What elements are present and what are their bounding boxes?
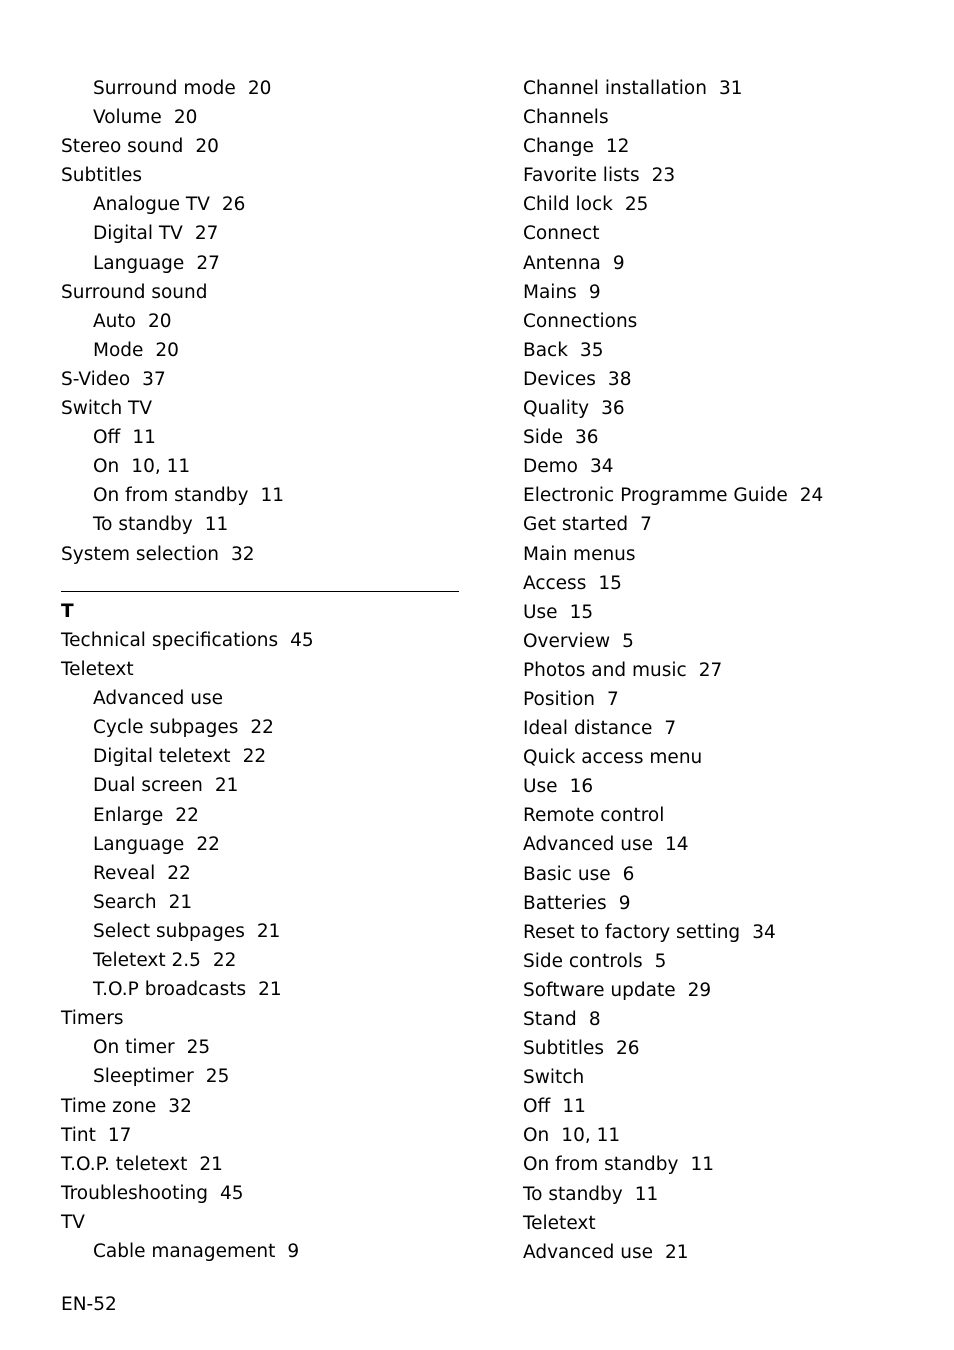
- index-entry: [61, 161, 461, 190]
- index-term: Analogue TV: [93, 194, 210, 216]
- index-page-number: 11: [260, 485, 285, 507]
- index-page-number: 27: [698, 659, 723, 681]
- index-entry: [523, 161, 933, 190]
- index-page-number: 26: [221, 194, 246, 216]
- index-page-number: 11: [204, 514, 229, 536]
- index-term: Change: [523, 136, 594, 158]
- index-term: Enlarge: [93, 804, 164, 826]
- index-term: Dual screen: [93, 775, 203, 797]
- index-term: Cycle subpages: [93, 717, 239, 739]
- index-term: Sleeptimer: [93, 1066, 194, 1088]
- index-entry: [523, 656, 933, 685]
- index-page-number: 32: [168, 1095, 192, 1117]
- index-entry: [523, 714, 933, 743]
- index-term: Devices: [523, 368, 596, 390]
- index-page-number: 21: [168, 891, 193, 913]
- index-entry: [523, 365, 933, 394]
- index-page-number: 9: [588, 281, 601, 303]
- index-subentry: [61, 1033, 461, 1062]
- index-page-number: 7: [607, 688, 619, 710]
- index-entry: [61, 394, 461, 423]
- index-term: Back: [523, 339, 568, 361]
- index-entry: [523, 1063, 933, 1092]
- index-page-number: 25: [205, 1066, 230, 1088]
- index-page-number: 21: [258, 979, 282, 1001]
- index-entry: [523, 1238, 933, 1267]
- index-subentry: [61, 742, 461, 771]
- index-page-number: 10, 11: [131, 456, 191, 478]
- index-term: Volume: [93, 107, 162, 129]
- index-entry: [61, 1208, 461, 1237]
- index-entry: [523, 394, 933, 423]
- left-column-t-entries: [61, 626, 461, 1266]
- index-entry: [61, 132, 461, 161]
- index-term: Reveal: [93, 862, 156, 884]
- index-subentry: [61, 103, 461, 132]
- index-entry: [523, 510, 933, 539]
- index-entry: [523, 540, 933, 569]
- index-entry: [61, 626, 461, 655]
- index-term: Subtitles: [61, 165, 143, 187]
- index-entry: [523, 307, 933, 336]
- index-subentry: [61, 975, 461, 1004]
- index-entry: [523, 1180, 933, 1209]
- index-term: S-Video: [61, 368, 131, 390]
- index-entry: [523, 830, 933, 859]
- index-page-number: 37: [142, 368, 166, 390]
- index-entry: [523, 74, 933, 103]
- section-letter-heading: T: [61, 601, 74, 622]
- index-term: Search: [93, 891, 157, 913]
- index-entry: [523, 278, 933, 307]
- index-term: Switch TV: [61, 398, 153, 420]
- index-term: On: [523, 1125, 550, 1147]
- index-page-number: 20: [173, 107, 198, 129]
- index-term: Reset to factory setting: [523, 921, 741, 943]
- index-term: Main menus: [523, 543, 636, 565]
- index-page-number: 5: [622, 630, 634, 652]
- index-term: T.O.P. teletext: [61, 1153, 188, 1175]
- index-term: Side controls: [523, 950, 643, 972]
- index-term: Cable management: [93, 1240, 276, 1262]
- index-entry: [523, 743, 933, 772]
- index-entry: [523, 190, 933, 219]
- index-term: Ideal distance: [523, 718, 653, 740]
- index-subentry: [61, 801, 461, 830]
- index-term: System selection: [61, 543, 220, 565]
- index-term: Teletext: [523, 1212, 596, 1234]
- index-entry: [523, 976, 933, 1005]
- index-entry: [523, 452, 933, 481]
- index-entry: [523, 1209, 933, 1238]
- index-term: Mains: [523, 281, 577, 303]
- index-term: Software update: [523, 979, 676, 1001]
- index-entry: [523, 569, 933, 598]
- index-entry: [61, 655, 461, 684]
- index-subentry: [61, 946, 461, 975]
- index-term: Batteries: [523, 892, 607, 914]
- index-term: Teletext 2.5: [93, 950, 201, 972]
- index-subentry: [61, 510, 461, 539]
- index-entry: [61, 1092, 461, 1121]
- page-number-footer: EN-52: [61, 1294, 117, 1315]
- index-term: Mode: [93, 339, 144, 361]
- left-column-s-entries: [61, 74, 461, 569]
- index-page-number: 17: [107, 1124, 132, 1146]
- index-page-number: 20: [147, 310, 172, 332]
- index-term: Remote control: [523, 805, 665, 827]
- index-subentry: [61, 452, 461, 481]
- index-term: Stereo sound: [61, 136, 184, 158]
- index-term: Stand: [523, 1009, 577, 1030]
- index-term: Use: [523, 601, 558, 623]
- index-term: Off: [523, 1096, 551, 1118]
- index-subentry: [61, 1237, 461, 1266]
- index-term: Overview: [523, 630, 611, 652]
- index-entry: [61, 1004, 461, 1033]
- index-subentry: [61, 888, 461, 917]
- index-term: Child lock: [523, 194, 613, 216]
- index-term: On timer: [93, 1037, 175, 1059]
- index-page-number: 24: [799, 485, 824, 507]
- index-entry: [523, 1150, 933, 1179]
- index-page-number: 5: [654, 950, 667, 972]
- index-entry: [523, 598, 933, 627]
- index-entry: [61, 365, 461, 394]
- index-term: Quick access menu: [523, 747, 703, 769]
- index-page-number: 26: [616, 1038, 640, 1060]
- index-term: Off: [93, 427, 121, 449]
- index-term: Electronic Programme Guide: [523, 485, 788, 507]
- index-term: Photos and music: [523, 659, 687, 681]
- index-page-number: 20: [155, 339, 179, 361]
- index-term: To standby: [93, 514, 193, 536]
- index-page-number: 21: [214, 775, 239, 797]
- index-page-number: 25: [186, 1037, 211, 1059]
- index-page-number: 38: [607, 368, 632, 390]
- index-page-number: 11: [562, 1096, 586, 1118]
- index-term: Antenna: [523, 252, 601, 274]
- index-entry: [523, 1005, 933, 1034]
- section-divider: [61, 591, 459, 592]
- index-entry: [523, 918, 933, 947]
- index-page-number: 20: [247, 78, 272, 99]
- index-term: Timers: [61, 1008, 124, 1030]
- index-page-number: 9: [618, 892, 631, 914]
- index-entry: [523, 627, 933, 656]
- index-page-number: 22: [212, 950, 237, 972]
- index-entry: [61, 1150, 461, 1179]
- index-entry: [523, 103, 933, 132]
- index-term: Use: [523, 776, 558, 798]
- index-page-number: 22: [242, 746, 267, 768]
- index-page-number: 34: [589, 456, 614, 478]
- index-page-number: 21: [665, 1241, 689, 1263]
- index-term: Digital TV: [93, 223, 183, 245]
- index-term: Teletext: [61, 659, 134, 681]
- index-entry: [523, 132, 933, 161]
- index-page-number: 12: [605, 136, 630, 158]
- index-entry: [61, 1121, 461, 1150]
- index-entry: [523, 801, 933, 830]
- index-page-number: 11: [132, 427, 156, 449]
- index-term: Surround mode: [93, 78, 236, 99]
- index-page-number: 6: [622, 863, 635, 885]
- index-term: On from standby: [93, 485, 249, 507]
- index-term: Advanced use: [523, 1241, 654, 1263]
- index-page-number: 9: [287, 1240, 300, 1262]
- index-term: Subtitles: [523, 1038, 605, 1060]
- index-entry: [61, 1179, 461, 1208]
- index-term: Advanced use: [523, 834, 654, 856]
- index-page-number: 16: [569, 776, 594, 798]
- index-page-number: 11: [634, 1183, 659, 1205]
- index-term: Connect: [523, 223, 600, 245]
- index-page-number: 35: [579, 339, 604, 361]
- index-term: To standby: [523, 1183, 623, 1205]
- index-page-number: 7: [640, 514, 652, 536]
- index-page-number: 8: [588, 1009, 601, 1030]
- index-page-number: 36: [575, 427, 599, 449]
- index-term: Switch: [523, 1067, 585, 1089]
- index-subentry: [61, 917, 461, 946]
- index-term: Technical specifications: [61, 630, 279, 651]
- index-term: Channel installation: [523, 78, 707, 99]
- index-entry: [523, 947, 933, 976]
- index-subentry: [61, 859, 461, 888]
- index-entry: [523, 1121, 933, 1150]
- index-term: T.O.P broadcasts: [93, 979, 247, 1001]
- index-page-number: 23: [651, 165, 676, 187]
- index-page-number: 31: [718, 78, 743, 99]
- index-entry: [523, 423, 933, 452]
- index-term: Language: [93, 833, 185, 855]
- index-term: Tint: [61, 1124, 96, 1146]
- index-term: Language: [93, 252, 185, 274]
- index-page-number: 10, 11: [561, 1125, 621, 1147]
- index-term: Auto: [93, 310, 136, 332]
- index-term: On: [93, 456, 120, 478]
- index-term: Favorite lists: [523, 165, 640, 187]
- index-page-number: 14: [665, 834, 689, 856]
- index-term: Basic use: [523, 863, 611, 885]
- index-subentry: [61, 249, 461, 278]
- index-entry: [523, 860, 933, 889]
- index-page-number: 27: [196, 252, 220, 274]
- index-entry: [61, 540, 461, 569]
- index-page-number: 34: [752, 921, 776, 943]
- index-page-number: 45: [290, 630, 314, 651]
- index-term: Troubleshooting: [61, 1182, 208, 1204]
- index-page-number: 32: [231, 543, 255, 565]
- index-term: Time zone: [61, 1095, 157, 1117]
- index-term: Connections: [523, 310, 638, 332]
- index-entry: [523, 1092, 933, 1121]
- index-subentry: [61, 307, 461, 336]
- index-subentry: [61, 219, 461, 248]
- index-subentry: [61, 74, 461, 103]
- index-page-number: 9: [612, 252, 625, 274]
- index-page-number: 15: [569, 601, 594, 623]
- index-subentry: [61, 713, 461, 742]
- index-page-number: 11: [690, 1154, 715, 1176]
- index-term: Quality: [523, 398, 590, 420]
- index-entry: [523, 249, 933, 278]
- index-subentry: [61, 336, 461, 365]
- index-term: Access: [523, 572, 587, 594]
- index-page-number: 22: [250, 717, 274, 739]
- index-term: Advanced use: [93, 688, 224, 710]
- index-page-number: 7: [664, 718, 677, 740]
- index-term: TV: [61, 1211, 85, 1233]
- index-entry: [523, 481, 933, 510]
- right-column-entries: [523, 74, 933, 1267]
- index-subentry: [61, 771, 461, 800]
- index-subentry: [61, 684, 461, 713]
- index-entry: [523, 219, 933, 248]
- index-page-number: 15: [598, 572, 622, 594]
- index-entry: [523, 685, 933, 714]
- index-page-number: 22: [167, 862, 191, 884]
- index-subentry: [61, 481, 461, 510]
- index-entry: [523, 336, 933, 365]
- index-entry: [523, 889, 933, 918]
- index-page-number: 22: [196, 833, 220, 855]
- index-term: On from standby: [523, 1154, 679, 1176]
- index-term: Channels: [523, 107, 609, 129]
- index-subentry: [61, 1062, 461, 1091]
- index-page-number: 25: [624, 194, 649, 216]
- index-page-number: 21: [256, 920, 281, 942]
- index-entry: [523, 1034, 933, 1063]
- index-subentry: [61, 830, 461, 859]
- index-term: Position: [523, 688, 596, 710]
- index-page-number: 27: [194, 223, 219, 245]
- index-page-number: 21: [199, 1153, 223, 1175]
- index-term: Digital teletext: [93, 746, 231, 768]
- index-term: Demo: [523, 456, 578, 478]
- index-term: Select subpages: [93, 920, 245, 942]
- index-page-number: 20: [195, 136, 219, 158]
- index-term: Side: [523, 427, 564, 449]
- index-page-number: 22: [175, 804, 199, 826]
- index-subentry: [61, 190, 461, 219]
- index-term: Get started: [523, 514, 629, 536]
- index-page-number: 29: [687, 979, 712, 1001]
- index-term: Surround sound: [61, 281, 208, 303]
- index-page-number: 36: [601, 398, 625, 420]
- index-entry: [523, 772, 933, 801]
- index-page-number: 45: [219, 1182, 244, 1204]
- index-entry: [61, 278, 461, 307]
- index-subentry: [61, 423, 461, 452]
